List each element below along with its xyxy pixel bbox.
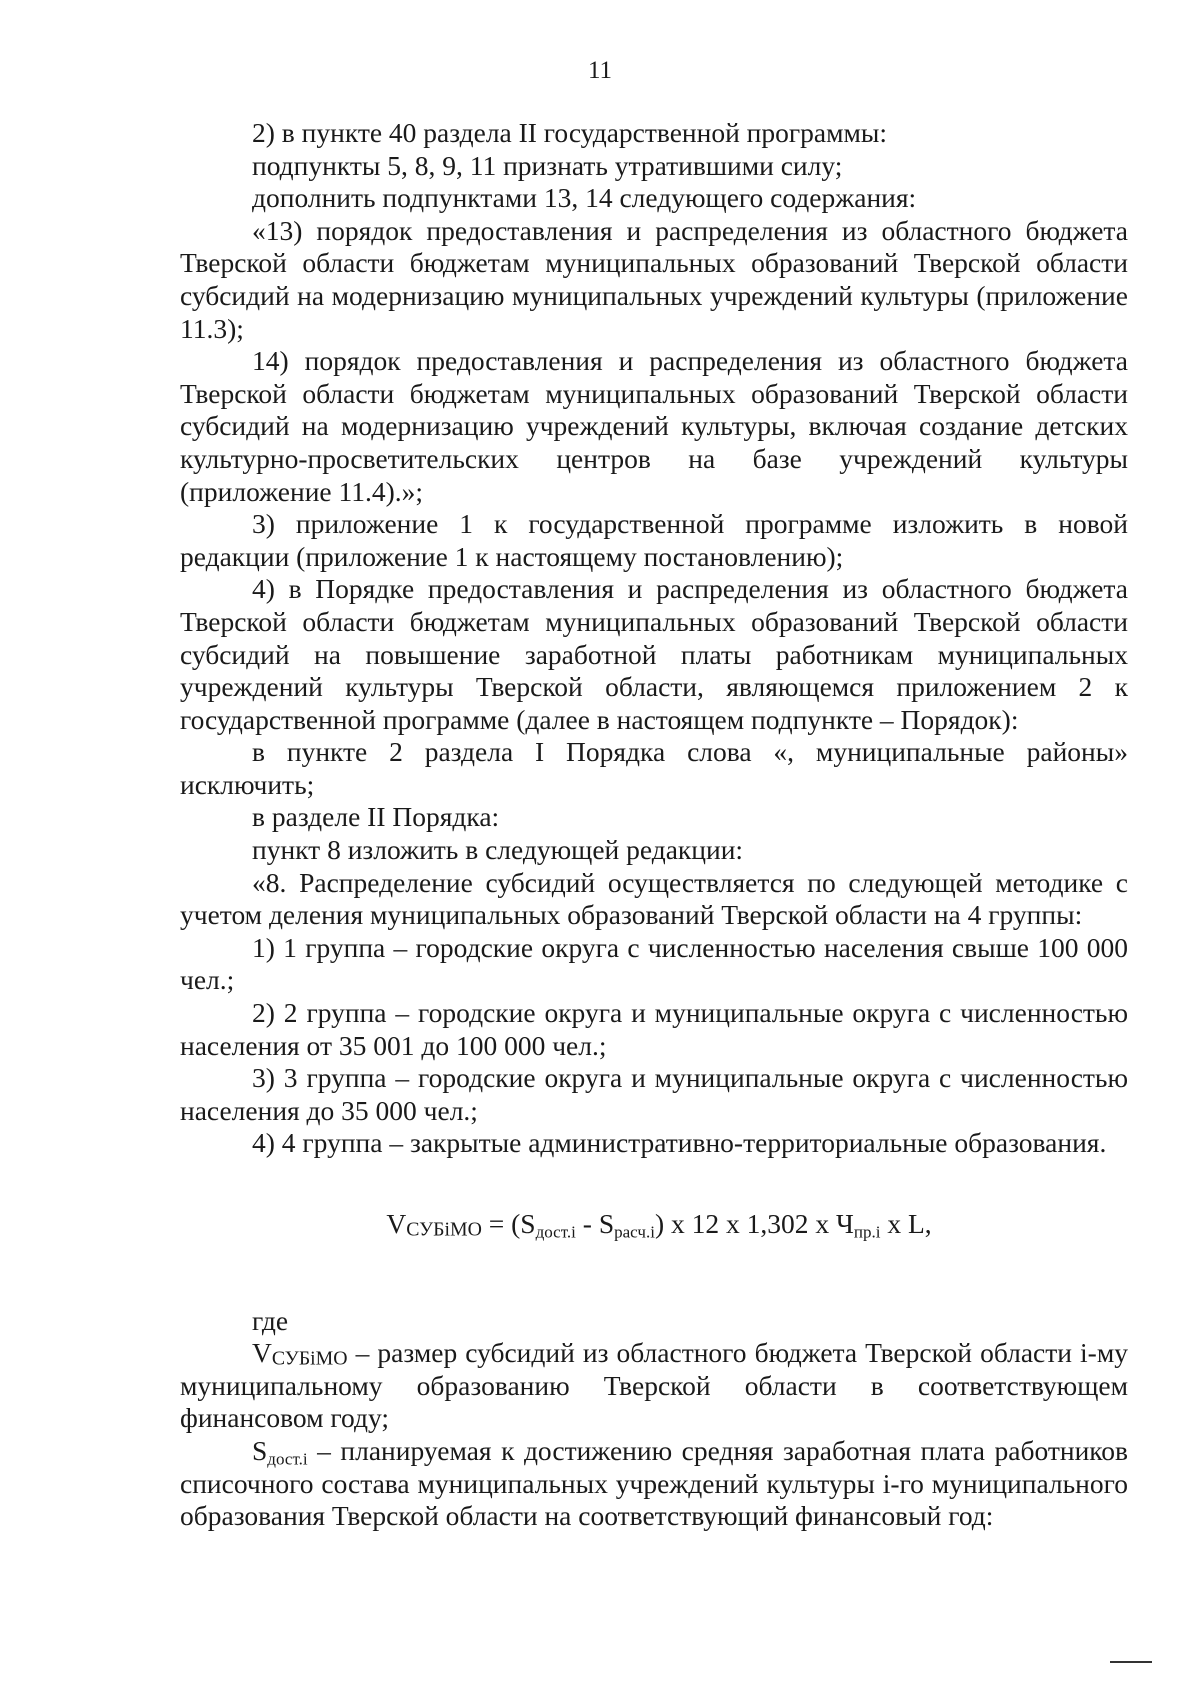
paragraph-group-2: 2) 2 группа – городские округа и муниципальные округа с численностью населения от 35 001 до 100 000 чел.; [180, 997, 1128, 1061]
paragraph-point-2-edit: в пункте 2 раздела I Порядка слова «, муниципальные районы» исключить; [180, 736, 1128, 800]
paragraph-section-2: в разделе II Порядка: [252, 801, 500, 833]
def-v-sub: СУБiМО [271, 1347, 348, 1370]
paragraph-item-3: 3) приложение 1 к государственной программе изложить в новой редакции (приложение 1 к настоящему постановлению); [180, 508, 1128, 572]
paragraph-where: где [252, 1304, 289, 1336]
formula-middle: ) x 12 x 1,302 x Ч [654, 1208, 854, 1239]
definition-v-subsidy [180, 1337, 1128, 1435]
paragraph-subpoint-14: 14) порядок предоставления и распределения из областного бюджета Тверской области бюджетам муниципальных образований Тверской области субсидий на модернизацию учреждений культуры, включая создание детских культурно-просветительских центров на базе учреждений культуры (приложение 11.4).»; [180, 345, 1128, 507]
scan-mark [1110, 1661, 1152, 1663]
def-s-symbol: S [252, 1434, 268, 1466]
def-v-symbol: V [252, 1337, 272, 1369]
paragraph-item-2: 2) в пункте 40 раздела II государственной программы: [252, 117, 888, 148]
paragraph-group-3: 3) 3 группа – городские округа и муниципальные округа с численностью населения до 35 000 чел.; [180, 1062, 1128, 1126]
paragraph-distribution: «8. Распределение субсидий осуществляется по следующей методике с учетом деления муниципальных образований Тверской области на 4 группы: [180, 866, 1128, 931]
def-v-text: – размер субсидий из областного бюджета Тверской области i-му муниципальному образованию Тверской области в соответствующем финансовом году; [180, 1337, 1128, 1434]
paragraph-item-4: 4) в Порядке предоставления и распределения из областного бюджета Тверской области бюджетам муниципальных образований Тверской области субсидий на повышение заработной платы работникам муниципальных учреждений культуры Тверской области, являющемся приложением 2 к государственной программе (далее в настоящем подпункте – Порядок): [180, 573, 1128, 735]
paragraph-group-4: 4) 4 группа – закрытые административно-территориальные образования. [252, 1127, 1107, 1159]
formula-s1-sub: дост.i [535, 1222, 576, 1242]
paragraph-point-8-edit: пункт 8 изложить в следующей редакции: [252, 834, 744, 866]
paragraph-subpoint-13: «13) порядок предоставления и распределения из областного бюджета Тверской области бюджетам муниципальных образований Тверской области субсидий на модернизацию муниципальных учреждений культуры (приложение 11.3); [180, 214, 1128, 344]
paragraph-group-1: 1) 1 группа – городские округа с численностью населения свыше 100 000 чел.; [180, 931, 1128, 996]
formula-v: V [386, 1208, 407, 1239]
formula-minus: - S [575, 1208, 615, 1239]
formula-ch-sub: пр.i [853, 1222, 881, 1242]
formula-s2-sub: расч.i [614, 1222, 655, 1242]
document-body [180, 117, 1128, 1533]
formula-eq-open: = (S [481, 1208, 536, 1239]
formula-tail: x L, [880, 1208, 932, 1239]
page-number: 11 [587, 57, 613, 84]
paragraph-add-subpoints: дополнить подпунктами 13, 14 следующего содержания: [252, 182, 917, 214]
formula-v-sub: СУБiМО [406, 1218, 482, 1241]
def-s-sub: дост.i [267, 1449, 308, 1469]
definition-s-target [180, 1435, 1128, 1533]
def-s-text: – планируемая к достижению средняя заработная плата работников списочного состава муниципальных учреждений культуры i-го муниципального образования Тверской области на соответствующий финансовый год: [180, 1434, 1128, 1532]
paragraph-subpoints-void: подпункты 5, 8, 9, 11 признать утратившими силу; [252, 149, 843, 181]
subsidy-formula [180, 1208, 1128, 1241]
